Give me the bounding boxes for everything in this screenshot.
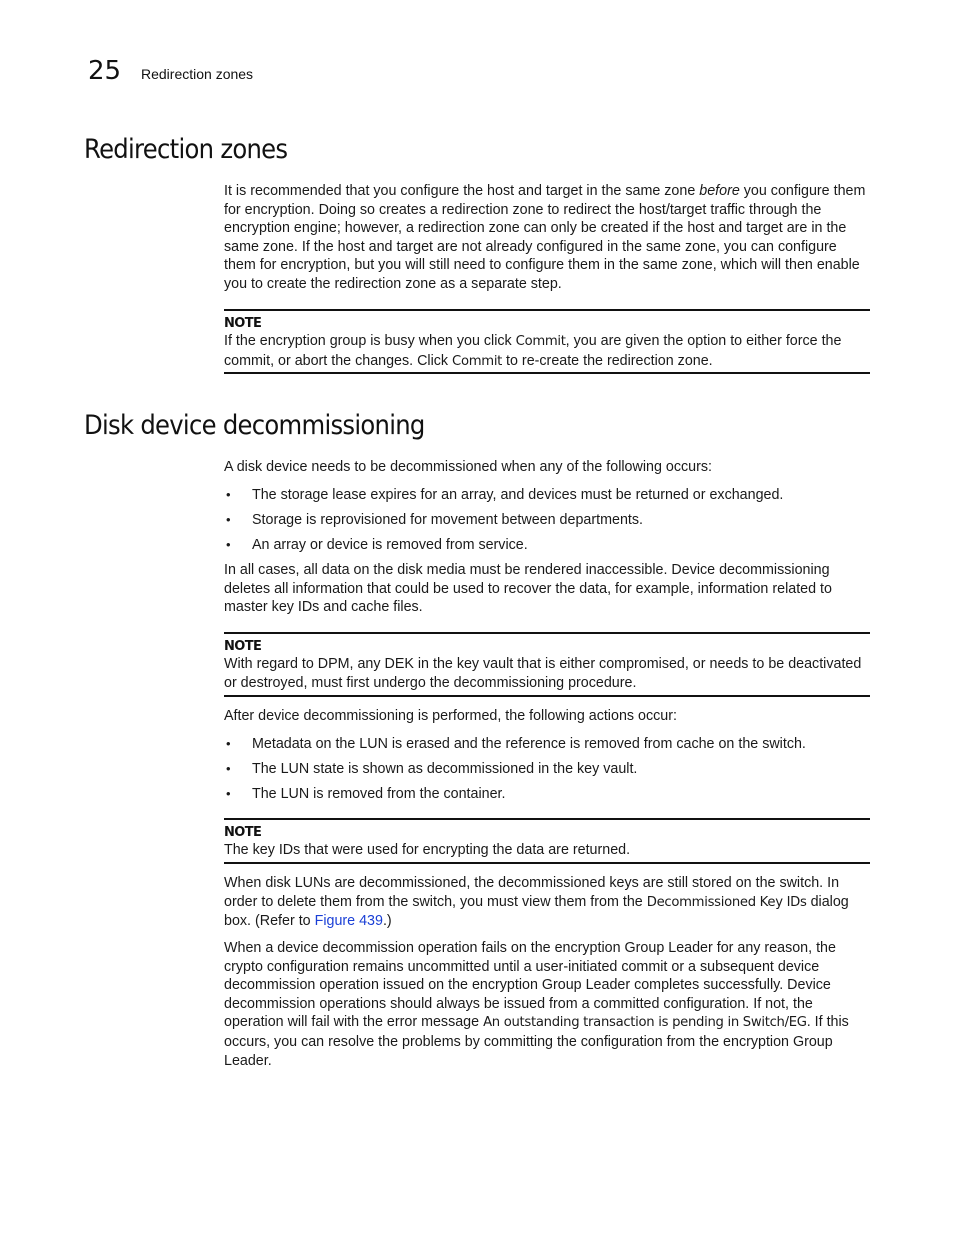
decommission-intro — [224, 458, 870, 477]
list-item — [224, 511, 870, 536]
chapter-number: 25 — [88, 56, 122, 86]
list-item-text: An array or device is removed from service. — [252, 536, 528, 553]
bullet-icon: • — [226, 536, 231, 552]
paragraph-text — [224, 939, 870, 1070]
emphasis-before: before — [699, 183, 740, 199]
decommission-intro-text: A disk device needs to be decommissioned when any of the following occurs: — [224, 459, 712, 475]
decommission-paragraph-actions — [224, 707, 870, 726]
text-run: When disk LUNs are decommissioned, the decommissioned keys are still stored on the switch. In order to delete them from the switch, you must view them from the — [224, 875, 840, 910]
bullet-icon: • — [226, 511, 231, 527]
decommission-paragraph-data — [224, 561, 870, 617]
text-run: It is recommended that you configure the host and target in the same zone — [224, 183, 700, 199]
error-message-term: An outstanding transaction is pending in Switch/EG — [483, 1015, 807, 1031]
decommission-actions-list — [224, 735, 870, 809]
bullet-icon: • — [226, 785, 231, 801]
text-run: , you are given the option to either force the commit, or abort the changes. Click — [224, 333, 842, 369]
paragraph-text: In all cases, all data on the disk media must be rendered inaccessible. Device decommissioning deletes all information that could be used to recover the data, for example, information related to master key IDs and cache files. — [224, 562, 832, 616]
chapter-title: Redirection zones — [141, 66, 254, 82]
text-run: dialog box. (Refer to — [224, 893, 849, 930]
paragraph-text: After device decommissioning is performed, the following actions occur: — [224, 708, 677, 724]
list-item — [224, 536, 870, 561]
text-run: you configure them for encryption. Doing so creates a redirection zone to redirect the host/target traffic through the encryption engine; however, a redirection zone can only be created if the host and target are in the same zone. If the host and target are not already configured in the same zone, you can configure them for encryption, but you will still need to configure them in the same zone, which will then enable you to create the redirection zone as a separate step. — [224, 183, 866, 292]
text-run: When a device decommission operation fails on the encryption Group Leader for any reason, the crypto configuration remains uncommitted until a user-initiated commit or a subsequent device decommission operation issued on the encryption Group Leader completes successfully. Device decommission operations should always be issued from a committed configuration. If not, the operation will fail with the error message — [224, 940, 836, 1031]
bullet-icon: • — [226, 487, 231, 502]
list-item-text: The LUN state is shown as decommissioned in the key vault. — [252, 760, 638, 777]
text-run: to re-create the redirection zone. — [502, 352, 713, 369]
list-item — [224, 760, 870, 785]
redirection-paragraph — [224, 182, 870, 294]
bullet-icon: • — [226, 760, 231, 776]
note-commit — [224, 309, 870, 374]
note-key-ids — [224, 818, 870, 864]
section-heading-redirection-zones: Redirection zones — [84, 134, 288, 165]
commit-term: Commit — [452, 353, 503, 369]
text-run: If the encryption group is busy when you click — [224, 333, 516, 349]
commit-term: Commit — [515, 334, 566, 349]
note-label: NOTE — [224, 639, 262, 654]
redirection-paragraph-text — [224, 182, 870, 294]
decommissioned-key-ids-term: Decommissioned Key IDs — [646, 894, 807, 910]
note-label: NOTE — [224, 825, 262, 840]
section-heading-disk-decommissioning: Disk device decommissioning — [84, 410, 425, 441]
figure-439-link[interactable]: Figure 439 — [314, 913, 383, 930]
list-item — [224, 735, 870, 760]
decommission-paragraph-keys — [224, 874, 870, 931]
bullet-icon: • — [226, 736, 231, 751]
list-item-text: The storage lease expires for an array, and devices must be returned or exchanged. — [252, 487, 784, 503]
list-item — [224, 486, 870, 511]
list-item-text: Metadata on the LUN is erased and the reference is removed from cache on the switch. — [252, 736, 806, 752]
list-item-text: Storage is reprovisioned for movement between departments. — [252, 511, 643, 528]
text-run: .) — [382, 913, 392, 930]
decommission-reasons-list — [224, 486, 870, 560]
note-label: NOTE — [224, 316, 262, 331]
list-item — [224, 785, 870, 810]
decommission-paragraph-failure — [224, 939, 870, 1070]
paragraph-text — [224, 874, 870, 931]
list-item-text: The LUN is removed from the container. — [252, 785, 506, 802]
note-text: The key IDs that were used for encrypting the data are returned. — [224, 842, 631, 858]
note-text: With regard to DPM, any DEK in the key vault that is either compromised, or needs to be deactivated or destroyed, must first undergo the decommissioning procedure. — [224, 656, 862, 691]
text-run: . If this occurs, you can resolve the problems by committing the configuration from the encryption Group Leader. — [224, 1014, 849, 1069]
note-dpm — [224, 632, 870, 697]
note-text — [224, 332, 870, 371]
